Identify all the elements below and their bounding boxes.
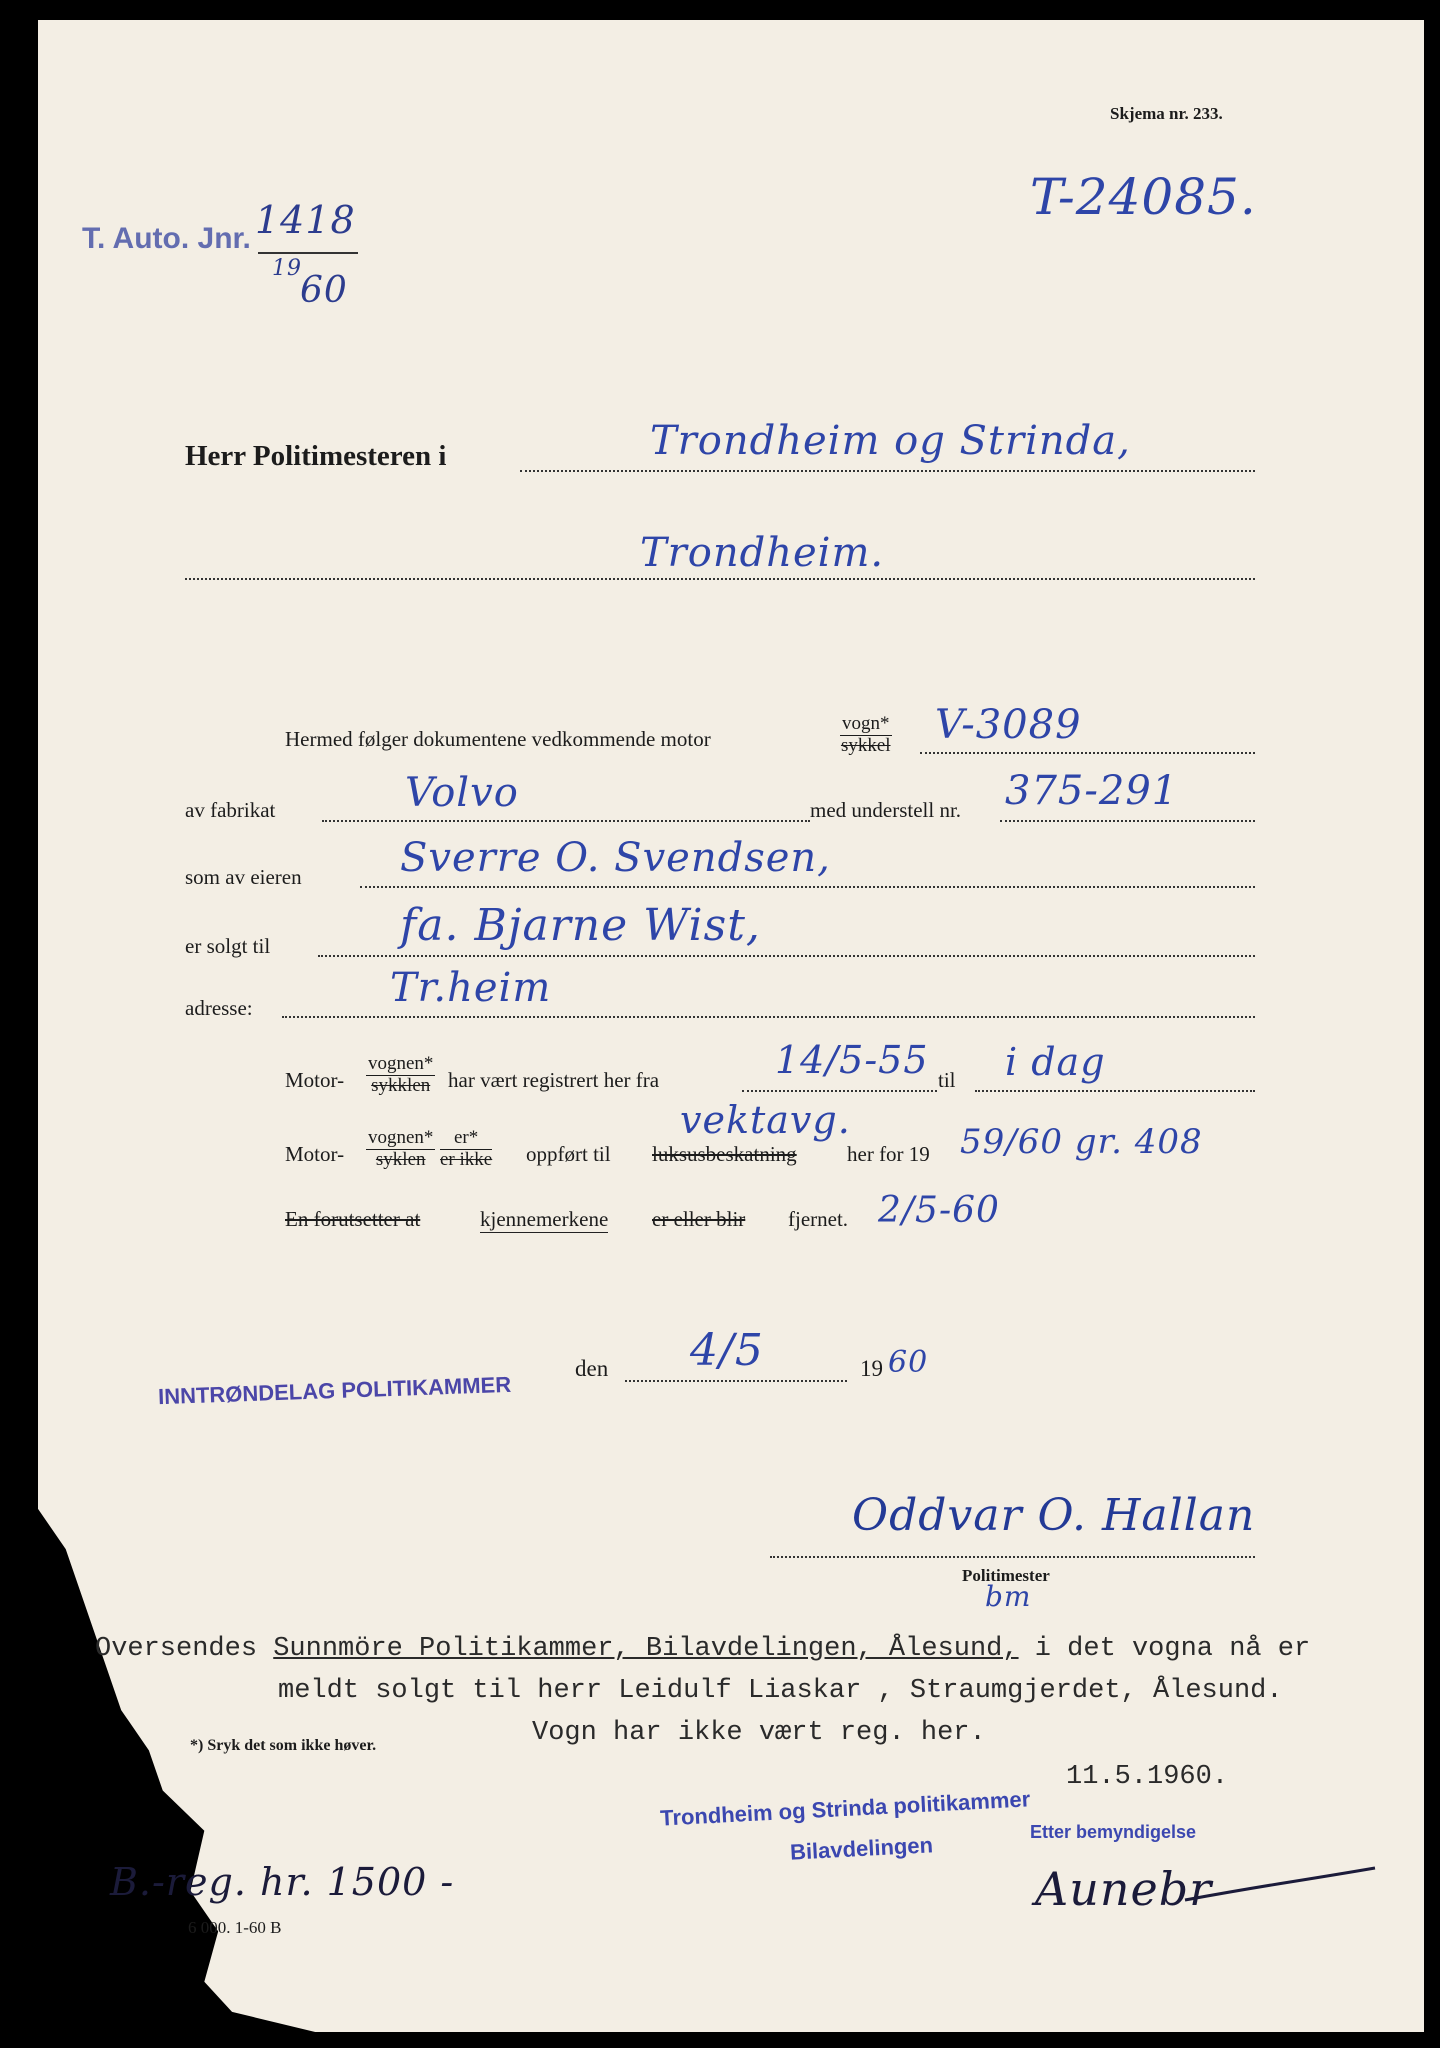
assumption-plates: kjennemerkene <box>480 1207 609 1231</box>
trondheim-stamp-line-2: Bilavdelingen <box>789 1832 934 1865</box>
journal-year-bottom: 60 <box>300 270 348 311</box>
registered-option-vognen: vognen* <box>368 1053 434 1074</box>
buyer-name: fa. Bjarne Wist, <box>400 900 761 951</box>
tax-struck-luxury: luksusbeskatning <box>652 1142 797 1166</box>
buyer-line <box>318 955 1255 957</box>
tax-status-options <box>440 1128 492 1171</box>
tax-year-prefix: her for 19 <box>847 1142 930 1166</box>
tax-option-er: er* <box>440 1128 492 1150</box>
tax-vehicle-options <box>366 1128 435 1171</box>
address-value: Tr.heim <box>390 965 552 1011</box>
owner-line <box>360 886 1255 888</box>
tax-option-er-ikke: er ikke <box>440 1148 493 1170</box>
registered-from-line <box>742 1090 937 1092</box>
forward-note-prefix: Oversendes <box>95 1634 274 1664</box>
recipient-heading: Herr Politimesteren i <box>185 440 447 472</box>
understell-line <box>1000 820 1255 822</box>
assumption-struck-2: er eller blir <box>652 1207 746 1231</box>
journal-number-line <box>258 252 358 254</box>
fabrikat-label: av fabrikat <box>185 798 276 822</box>
removed-date: 2/5-60 <box>878 1190 1000 1231</box>
motor-options <box>840 714 892 757</box>
print-code: 6 000. 1-60 B <box>188 1918 282 1937</box>
motor-option-vogn: vogn* <box>842 713 890 734</box>
journal-stamp: T. Auto. Jnr. <box>82 222 251 255</box>
recipient-place: Trondheim og Strinda, <box>650 418 1131 464</box>
journal-year-top: 19 <box>272 256 302 281</box>
date-label: den <box>575 1356 609 1381</box>
registered-prefix: Motor- <box>285 1068 345 1092</box>
registered-options <box>366 1054 435 1097</box>
forward-note-line-1 <box>95 1634 1310 1664</box>
owner-name: Sverre O. Svendsen, <box>400 835 831 881</box>
footnote: *) Sryk det som ikke høver. <box>190 1737 377 1754</box>
address-label: adresse: <box>185 996 253 1020</box>
police-chief-signature: Oddvar O. Hallan <box>852 1490 1256 1541</box>
understell-number: 375-291 <box>1005 768 1179 814</box>
assumption-struck: En forutsetter at <box>285 1207 421 1231</box>
fabrikat-value: Volvo <box>405 770 519 816</box>
tax-text: oppført til <box>526 1142 611 1166</box>
forward-date: 11.5.1960. <box>1066 1762 1229 1792</box>
document-year: 60 <box>888 1345 929 1380</box>
registered-to-line <box>975 1090 1255 1092</box>
office-stamp: INNTRØNDELAG POLITIKAMMER <box>157 1371 512 1410</box>
forward-note-suffix: i det vogna nå er <box>1018 1634 1311 1664</box>
buyer-label: er solgt til <box>185 934 271 958</box>
forward-note-line-3: Vogn har ikke vært reg. her. <box>532 1718 986 1748</box>
signature-line <box>770 1556 1255 1558</box>
trondheim-stamp-line-1: Trondheim og Strinda politikammer <box>659 1786 1031 1831</box>
assumption-removed: fjernet. <box>788 1207 849 1231</box>
tax-year-group: 59/60 gr. 408 <box>960 1122 1203 1162</box>
fabrikat-line <box>322 820 810 822</box>
tax-option-vognen: vognen* <box>368 1127 434 1148</box>
date-line <box>625 1380 847 1382</box>
bottom-signature: Aunebr <box>1035 1862 1213 1916</box>
motor-option-sykkel: sykkel <box>840 734 891 756</box>
bottom-signature-stroke <box>1180 1860 1380 1920</box>
owner-label: som av eieren <box>185 865 302 889</box>
registered-to-label: til <box>938 1068 956 1092</box>
reference-number: T-24085. <box>1030 168 1257 226</box>
document-date: 4/5 <box>690 1325 764 1376</box>
forward-note-line-2: meldt solgt til herr Leidulf Liaskar , Straumgjerdet, Ålesund. <box>278 1676 1283 1706</box>
authority-stamp: Etter bemyndigelse <box>1030 1822 1197 1842</box>
recipient-line-1 <box>520 470 1255 472</box>
year-prefix: 19 <box>860 1356 883 1381</box>
tax-prefix: Motor- <box>285 1142 345 1166</box>
address-line <box>282 1016 1255 1018</box>
journal-number: 1418 <box>255 198 356 242</box>
signature-initials: bm <box>985 1580 1032 1613</box>
registered-to: i dag <box>1005 1040 1106 1084</box>
vehicle-reg-line <box>920 752 1255 754</box>
forward-note-recipient: Sunnmöre Politikammer, Bilavdelingen, Ålesund, <box>273 1634 1019 1664</box>
tax-type: vektavg. <box>680 1098 851 1142</box>
tax-option-syklen: syklen <box>375 1148 426 1170</box>
intro-text: Hermed følger dokumentene vedkommende motor <box>285 727 711 751</box>
recipient-city: Trondheim. <box>640 530 885 576</box>
registered-option-sykklen: sykklen <box>371 1074 431 1096</box>
registered-text: har vært registrert her fra <box>448 1068 660 1092</box>
form-number: Skjema nr. 233. <box>1110 104 1223 123</box>
bottom-note: B.-reg. hr. 1500 - <box>110 1860 455 1904</box>
recipient-line-2 <box>185 578 1255 580</box>
understell-label: med understell nr. <box>810 798 962 822</box>
signature-title: Politimester <box>962 1566 1050 1585</box>
vehicle-registration: V-3089 <box>935 702 1082 748</box>
registered-from: 14/5-55 <box>775 1038 929 1082</box>
